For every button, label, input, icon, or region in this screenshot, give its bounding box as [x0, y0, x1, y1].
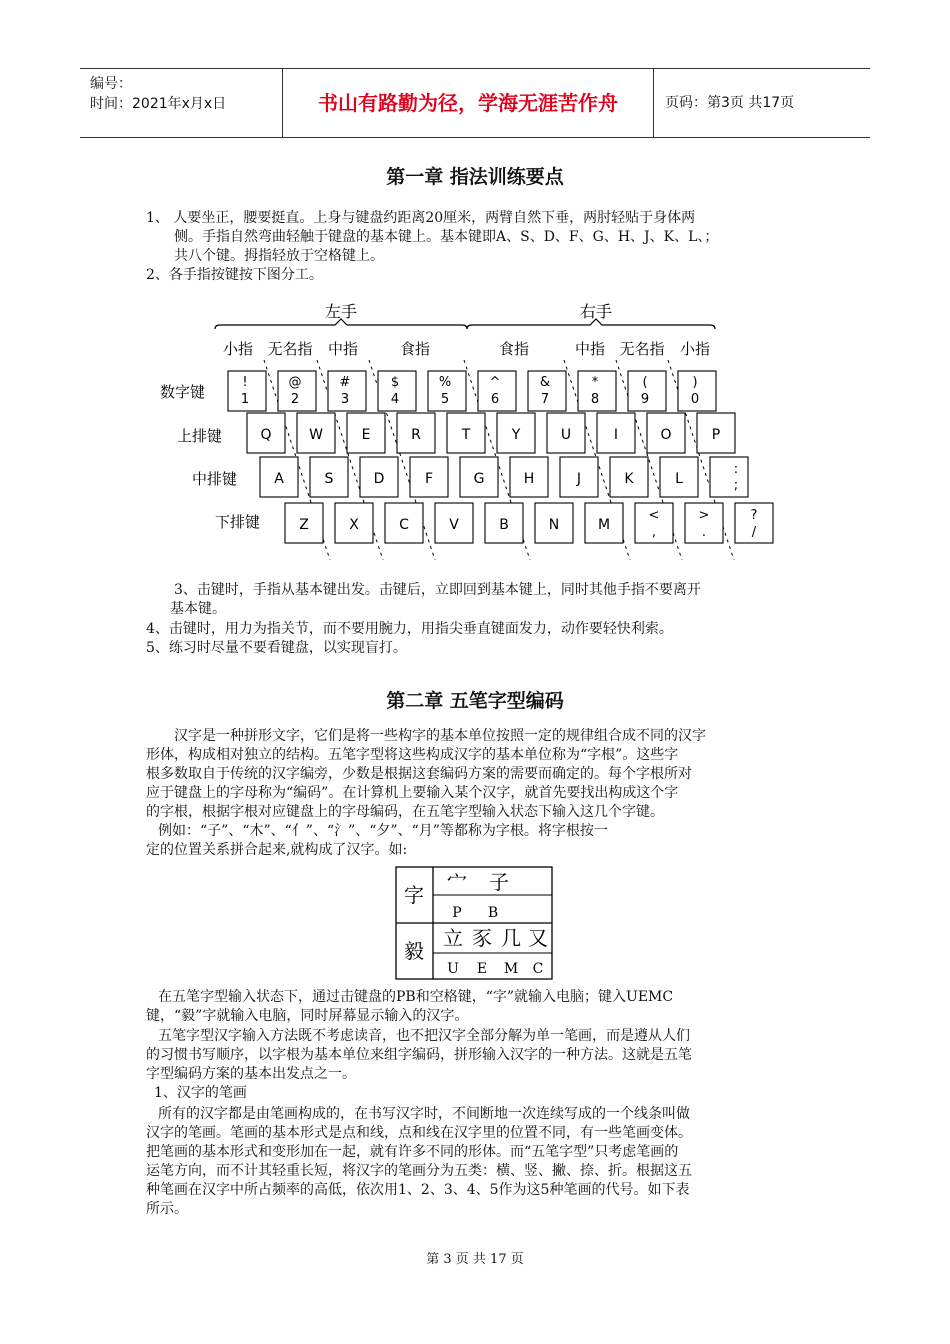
wubi-decomposition-table — [395, 866, 553, 980]
wubi-root-2-1: 立 — [443, 926, 463, 950]
key-digit: 9 — [640, 392, 650, 407]
ch2-para1-l1: 汉字是一种拼形文字，它们是将一些构字的基本单位按照一定的规律组合成不同的汉字 — [174, 728, 706, 744]
key-J — [560, 457, 598, 497]
key-num-0 — [678, 371, 716, 411]
key-digit: 6 — [490, 392, 500, 407]
finger-left-middle: 中指 — [327, 340, 359, 358]
key-digit: 3 — [340, 392, 350, 407]
header-motto: 书山有路勤为径，学海无涯苦作舟 — [283, 69, 654, 137]
key-num-5 — [428, 371, 466, 411]
finger-right-little: 小指 — [679, 340, 711, 358]
key-num-1 — [228, 371, 266, 411]
ch2-para4-l1: 五笔字型汉字输入方法既不考虑读音，也不把汉字全部分解为单一笔画，而是遵从人们 — [158, 1028, 690, 1044]
number-label: 编号： — [90, 76, 132, 92]
key-letter: Z — [299, 517, 309, 533]
key-period — [685, 503, 723, 543]
key-letter: M — [597, 517, 611, 533]
header-meta — [80, 69, 283, 137]
key-digit: 0 — [690, 392, 700, 407]
key-semicolon — [710, 457, 748, 497]
ch2-para5-l6: 所示。 — [146, 1201, 188, 1217]
finger-left-index: 食指 — [399, 340, 431, 358]
row-label-middle: 中排键 — [192, 470, 238, 488]
wubi-code-2-2: E — [476, 961, 488, 977]
chapter2-title: 第二章 五笔字型编码 — [386, 690, 564, 712]
key-letter: W — [309, 427, 323, 443]
key-letter: Y — [511, 427, 521, 443]
ch2-para1-l3: 根多数取自于传统的汉字编旁，少数是根据这套编码方案的需要而确定的。每个字根所对 — [146, 766, 692, 782]
key-num-3 — [328, 371, 366, 411]
wubi-root-2-4: 又 — [528, 926, 548, 950]
key-letter: O — [660, 427, 672, 443]
row-label-lower: 下排键 — [215, 513, 261, 531]
wubi-code-2-4: C — [532, 961, 544, 977]
key-A — [260, 457, 298, 497]
key-letter: J — [576, 471, 582, 487]
key-letter: L — [675, 471, 683, 487]
page-header — [80, 68, 870, 138]
wubi-root-2-3: 几 — [501, 926, 521, 950]
key-letter: T — [461, 427, 471, 443]
ch2-para5-l3: 把笔画的基本形式和变形加在一起，就有许多不同的形体。而“五笔字型”只考虑笔画的 — [146, 1144, 679, 1160]
finger-right-index: 食指 — [498, 340, 530, 358]
key-C — [385, 503, 423, 543]
ch2-sub1: 1、汉字的笔画 — [154, 1085, 247, 1101]
ch1-item1-l2: 侧。手指自然弯曲轻触于键盘的基本键上。基本键即A、S、D、F、G、H、J、K、L、； — [174, 229, 719, 245]
key-symbol: / — [751, 525, 757, 540]
key-num-9 — [628, 371, 666, 411]
ch2-para1-l2: 形体，构成相对独立的结构。五笔字型将这些构成汉字的基本单位称为“字根”。这些字 — [146, 747, 679, 763]
key-X — [335, 503, 373, 543]
key-T — [447, 413, 485, 453]
key-symbol: > — [698, 508, 710, 523]
key-D — [360, 457, 398, 497]
key-symbol: ! — [242, 375, 248, 390]
key-letter: U — [560, 427, 572, 443]
ch1-item1-l3: 共八个键。拇指轻放于空格键上。 — [174, 248, 384, 264]
key-slash — [735, 503, 773, 543]
page-footer: 第 3 页 共 17 页 — [426, 1252, 524, 1267]
ch2-para5-l4: 运笔方向，而不计其轻重长短，将汉字的笔画分为五类：横、竖、撇、捺、折。根据这五 — [146, 1163, 692, 1179]
ch2-para4-l2: 的习惯书写顺序，以字根为基本单位来组字编码，拼形输入汉字的一种方法。这就是五笔 — [146, 1047, 692, 1063]
key-symbol: $ — [390, 375, 400, 390]
key-letter: Q — [260, 427, 272, 443]
wubi-char-yi: 毅 — [404, 939, 424, 963]
key-symbol: < — [648, 508, 660, 523]
key-num-4 — [378, 371, 416, 411]
key-symbol: ; — [733, 478, 739, 493]
key-digit: 4 — [390, 392, 400, 407]
key-O — [647, 413, 685, 453]
key-G — [460, 457, 498, 497]
ch1-item3-l2: 基本键。 — [170, 601, 226, 617]
key-digit: 2 — [290, 392, 300, 407]
key-digit: 7 — [540, 392, 550, 407]
ch1-item2: 2、各手指按键按下图分工。 — [146, 267, 323, 283]
key-F — [410, 457, 448, 497]
wubi-root-2-2: 豕 — [472, 926, 492, 950]
wubi-root-1-1: 宀 — [447, 870, 467, 894]
key-W — [297, 413, 335, 453]
chapter1-title: 第一章 指法训练要点 — [386, 166, 564, 188]
key-letter: E — [361, 427, 371, 443]
key-letter: A — [274, 471, 284, 487]
key-letter: D — [373, 471, 385, 487]
key-U — [547, 413, 585, 453]
key-symbol: ( — [642, 375, 648, 390]
key-digit: 8 — [590, 392, 600, 407]
ch2-para5-l5: 种笔画在汉字中所占频率的高低，依次用1、2、3、4、5作为这5种笔画的代号。如下表 — [146, 1182, 690, 1198]
wubi-root-1-2: 子 — [489, 870, 509, 894]
key-I — [597, 413, 635, 453]
wubi-code-1-1: P — [452, 905, 462, 921]
key-E — [347, 413, 385, 453]
ch2-para1-l4: 应于键盘上的字母称为“编码”。在计算机上要输入某个汉字，就首先要找出构成这个字 — [146, 785, 679, 801]
key-letter: H — [523, 471, 535, 487]
key-num-8 — [578, 371, 616, 411]
key-letter: P — [711, 427, 721, 443]
ch2-para3-l2: 键，“毅”字就输入电脑，同时屏幕显示输入的汉字。 — [146, 1008, 469, 1024]
key-Y — [497, 413, 535, 453]
key-symbol: * — [591, 375, 599, 390]
key-Z — [285, 503, 323, 543]
finger-right-middle: 中指 — [574, 340, 606, 358]
wubi-code-1-2: B — [487, 905, 499, 921]
key-symbol: # — [339, 375, 351, 390]
key-symbol: ^ — [489, 375, 501, 390]
wubi-code-2-1: U — [447, 961, 459, 977]
key-comma — [635, 503, 673, 543]
key-Q — [247, 413, 285, 453]
key-symbol: ? — [750, 508, 758, 523]
ch2-para5-l1: 所有的汉字都是由笔画构成的，在书写汉字时，不间断地一次连续写成的一个线条叫做 — [158, 1106, 690, 1122]
row-label-number: 数字键 — [160, 383, 206, 401]
key-num-7 — [528, 371, 566, 411]
key-V — [435, 503, 473, 543]
key-letter: K — [624, 471, 634, 487]
ch2-para5-l2: 汉字的笔画。笔画的基本形式是点和线，点和线在汉字里的位置不同，有一些笔画变体。 — [146, 1125, 692, 1141]
key-letter: R — [411, 427, 421, 443]
key-symbol: % — [438, 375, 452, 390]
key-letter: B — [499, 517, 509, 533]
keyboard-finger-diagram — [150, 298, 790, 574]
row-label-upper: 上排键 — [177, 427, 223, 445]
key-symbol: . — [701, 525, 707, 540]
key-N — [535, 503, 573, 543]
key-letter: S — [324, 471, 334, 487]
key-B — [485, 503, 523, 543]
key-K — [610, 457, 648, 497]
key-digit: 1 — [240, 392, 250, 407]
key-digit: 5 — [440, 392, 450, 407]
finger-right-ring: 无名指 — [619, 340, 665, 358]
key-L — [660, 457, 698, 497]
key-M — [585, 503, 623, 543]
wubi-char-zi: 字 — [404, 883, 424, 907]
time-label: 时间：2021年x月x日 — [90, 96, 227, 112]
ch2-para4-l3: 字型编码方案的基本出发点之一。 — [146, 1066, 356, 1082]
ch2-para2-l1: 例如：“子”、“木”、“亻”、“氵”、“夕”、“月”等都称为字根。将字根按一 — [158, 823, 608, 839]
right-hand-label: 右手 — [579, 302, 613, 321]
key-S — [310, 457, 348, 497]
key-symbol: : — [733, 462, 739, 477]
key-letter: X — [349, 517, 359, 533]
key-symbol: & — [539, 375, 551, 390]
ch1-item3-l1: 3、击键时，手指从基本键出发。击键后，立即回到基本键上，同时其他手指不要离开 — [174, 582, 701, 598]
key-letter: N — [548, 517, 560, 533]
ch2-para1-l5: 的字根，根据字根对应键盘上的字母编码，在五笔字型输入状态下输入这几个字键。 — [146, 804, 664, 820]
key-H — [510, 457, 548, 497]
ch1-item4: 4、击键时，用力为指关节，而不要用腕力，用指尖垂直键面发力，动作要轻快利索。 — [146, 621, 673, 637]
finger-left-ring: 无名指 — [267, 340, 313, 358]
key-num-2 — [278, 371, 316, 411]
wubi-code-2-3: M — [503, 961, 519, 977]
ch2-para3-l1: 在五笔字型输入状态下，通过击键盘的PB和空格键，“字”就输入电脑；键入UEMC — [158, 989, 674, 1005]
key-num-6 — [478, 371, 516, 411]
key-R — [397, 413, 435, 453]
key-symbol: , — [651, 525, 657, 540]
ch2-para2-l2: 定的位置关系拼合起来,就构成了汉字。如: — [146, 842, 408, 858]
keyboard-keys — [228, 371, 773, 543]
key-letter: V — [449, 517, 459, 533]
key-P — [697, 413, 735, 453]
left-hand-label: 左手 — [324, 302, 358, 321]
header-page-info: 页码：第3页 共17页 — [665, 95, 795, 111]
ch1-item1-l1: 1、 人要坐正，腰要挺直。上身与键盘约距离20厘米，两臂自然下垂，两肘轻贴于身体两 — [146, 210, 696, 226]
key-letter: G — [473, 471, 485, 487]
key-symbol: @ — [288, 375, 302, 390]
ch1-item5: 5、练习时尽量不要看键盘，以实现盲打。 — [146, 640, 407, 656]
key-letter: I — [613, 427, 619, 443]
key-letter: F — [424, 471, 434, 487]
finger-left-little: 小指 — [222, 340, 254, 358]
key-letter: C — [399, 517, 409, 533]
key-symbol: ) — [692, 375, 698, 390]
